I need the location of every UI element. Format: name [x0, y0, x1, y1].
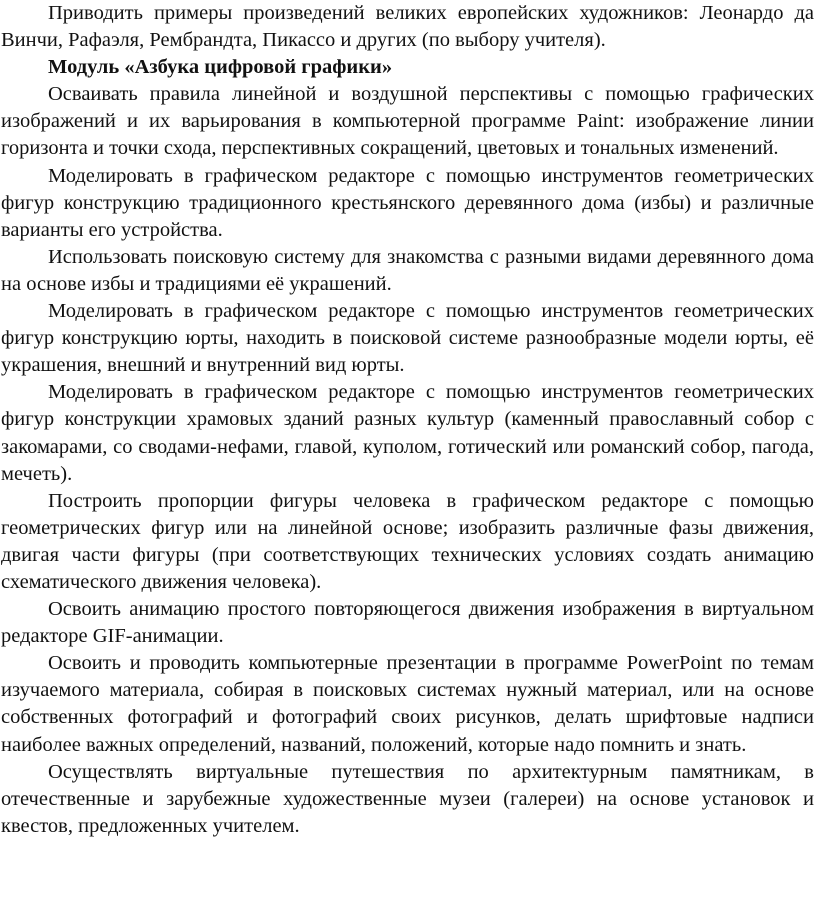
paragraph-temple-model: Моделировать в графическом редакторе с помощью инструментов геометрических фигур конструкции храмовых зданий разных культур (каменный православный собор с закомарами, со сводами-нефами, главой, куполом, готический или романский собор, пагода, мечеть). [1, 381, 814, 485]
paragraph-yurt-model: Моделировать в графическом редакторе с помощью инструментов геометрических фигур конструкцию юрты, находить в поисковой системе разнообразные модели юрты, её украшения, внешний и внутренний вид юрты. [1, 300, 814, 377]
paragraph-human-figure: Построить пропорции фигуры человека в графическом редакторе с помощью геометрических фигур или на линейной основе; изобразить различные фазы движения, двигая части фигуры (при соответствующих технических условиях создать анимацию схематического движения человека). [1, 489, 814, 593]
paragraph-european-artists: Приводить примеры произведений великих европейских художников: Леонардо да Винчи, Рафаэля, Рембрандта, Пикассо и других (по выбору учителя). [1, 2, 814, 52]
module-heading: Модуль «Азбука цифровой графики» [48, 56, 393, 79]
paragraph-perspective: Осваивать правила линейной и воздушной перспективы с помощью графических изображений и их варьирования в компьютерной программе Paint: изображение линии горизонта и точки схода, перспективных сокращений, цветовых и тональных изменений. [1, 83, 814, 160]
paragraph-search-wooden-house: Использовать поисковую систему для знакомства с разными видами деревянного дома на основе избы и традициями её украшений. [1, 245, 814, 295]
paragraph-virtual-tours: Осуществлять виртуальные путешествия по архитектурным памятникам, в отечественные и зарубежные художественные музеи (галереи) на основе установок и квестов, предложенных учителем. [1, 760, 814, 837]
paragraph-powerpoint: Освоить и проводить компьютерные презентации в программе PowerPoint по темам изучаемого материала, собирая в поисковых системах нужный материал, или на основе собственных фотографий и фотографий своих рисунков, делать шрифтовые надписи наиболее важных определений, названий, положений, которые надо помнить и знать. [1, 652, 814, 756]
paragraph-gif-animation: Освоить анимацию простого повторяющегося движения изображения в виртуальном редакторе GIF-анимации. [1, 598, 814, 648]
paragraph-izba-model: Моделировать в графическом редакторе с помощью инструментов геометрических фигур конструкцию традиционного крестьянского деревянного дома (избы) и различные варианты его устройства. [1, 164, 814, 241]
